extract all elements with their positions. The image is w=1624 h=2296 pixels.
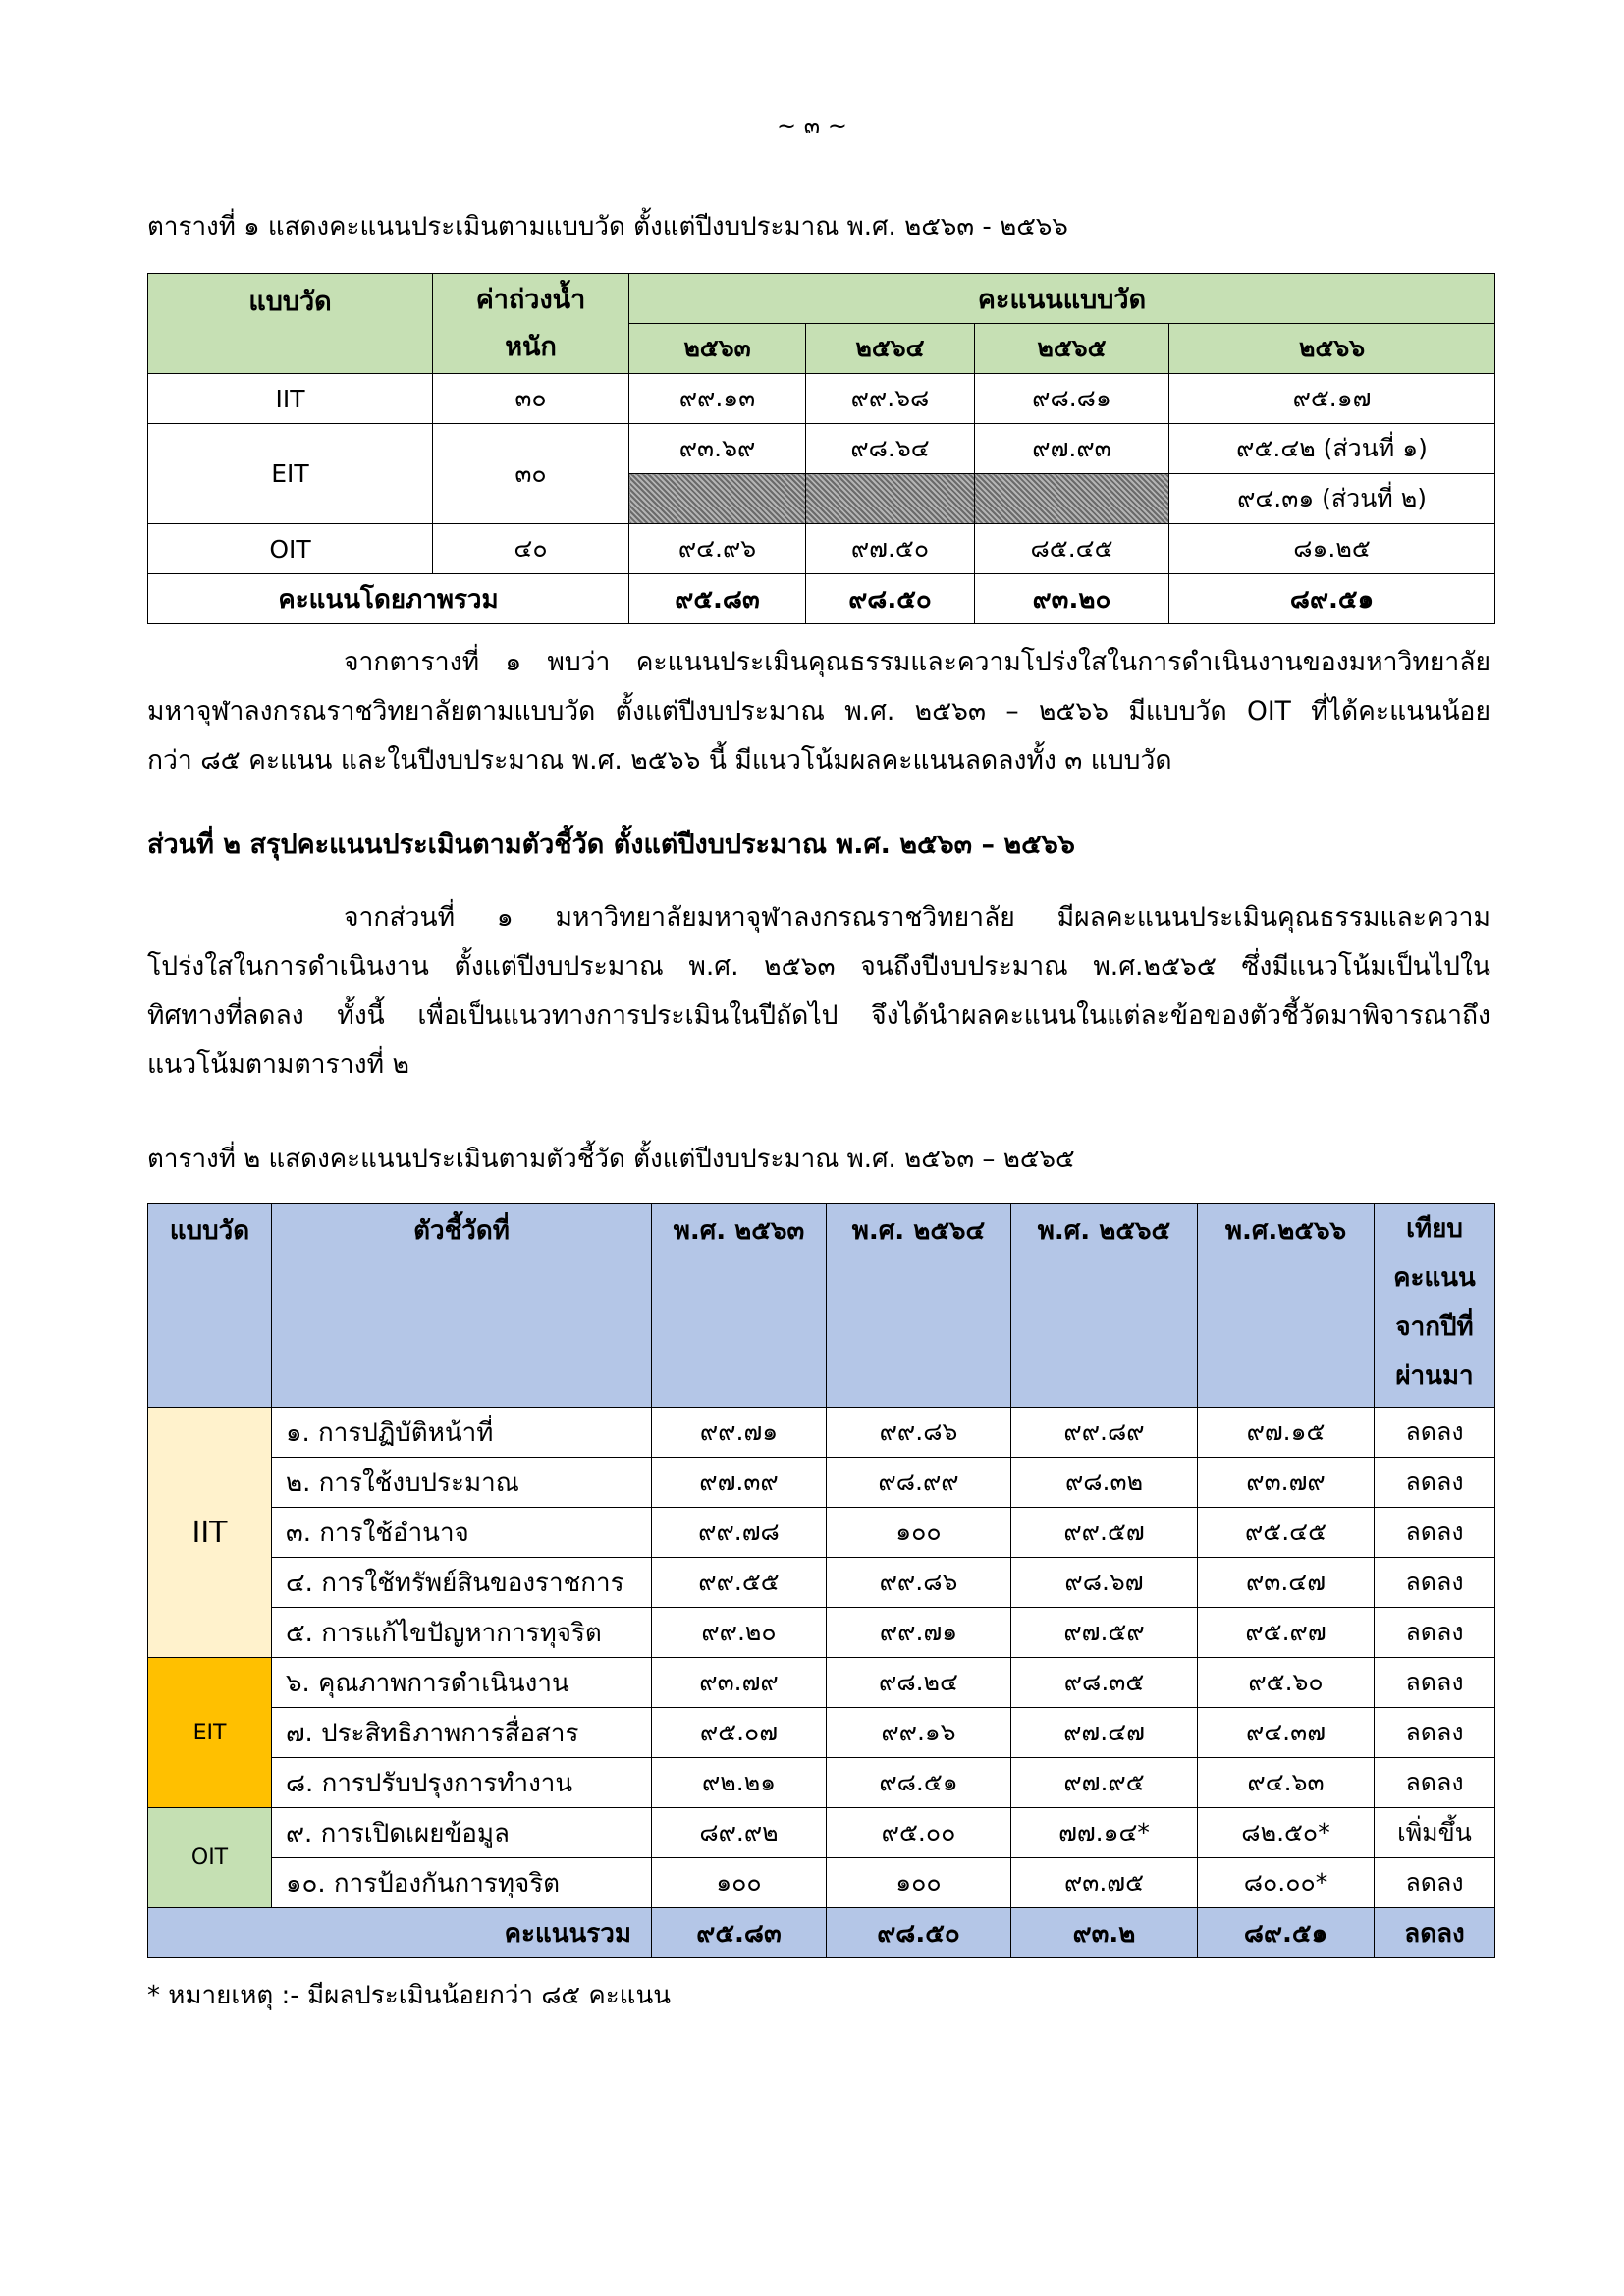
t2-indicator: ๓. การใช้อำนาจ — [272, 1508, 652, 1558]
t2-row — [148, 1508, 1495, 1558]
t2-value: ๑๐๐ — [652, 1858, 827, 1908]
t2-value: ๘๙.๙๒ — [652, 1808, 827, 1858]
t1-shaded-cell — [806, 474, 975, 524]
t2-trend: ลดลง — [1375, 1458, 1495, 1508]
t2-group-iit: IIT — [148, 1408, 272, 1658]
t2-value: ๙๙.๗๑ — [652, 1408, 827, 1458]
t2-row-total — [148, 1908, 1495, 1958]
paragraph-line: กว่า ๘๕ คะแนน และในปีงบประมาณ พ.ศ. ๒๕๖๖ นี้ มีแนวโน้มผลคะแนนลดลงทั้ง ๓ แบบวัด — [147, 745, 1172, 775]
t1-total-value: ๙๓.๒๐ — [975, 574, 1169, 624]
page-number: ~ ๓ ~ — [777, 112, 847, 139]
t1-value: ๙๘.๘๑ — [975, 374, 1169, 424]
t2-trend: ลดลง — [1375, 1508, 1495, 1558]
table1-measure-scores — [147, 273, 1495, 624]
paragraph-line: มหาจุฬาลงกรณราชวิทยาลัยตามแบบวัด ตั้งแต่ปีงบประมาณ พ.ศ. ๒๕๖๓ – ๒๕๖๖ มีแบบวัด OIT ที่ได้คะแนนน้อย — [147, 696, 1490, 726]
t2-row — [148, 1708, 1495, 1758]
t1-shaded-cell — [629, 474, 806, 524]
t2-trend: ลดลง — [1375, 1708, 1495, 1758]
t2-value: ๙๘.๕๑ — [827, 1758, 1011, 1808]
t2-value: ๙๙.๗๑ — [827, 1608, 1011, 1658]
paragraph-line: โปร่งใสในการดำเนินงาน ตั้งแต่ปีงบประมาณ พ.ศ. ๒๕๖๓ จนถึงปีงบประมาณ พ.ศ.๒๕๖๕ ซึ่งมีแนวโน้มเป็นไปใน — [147, 951, 1490, 982]
t1-value: ๙๕.๑๗ — [1169, 374, 1495, 424]
t2-indicator: ๑๐. การป้องกันการทุจริต — [272, 1858, 652, 1908]
t2-row — [148, 1608, 1495, 1658]
t2-value: ๙๕.๖๐ — [1198, 1658, 1375, 1708]
paragraph-line: ทิศทางที่ลดลง ทั้งนี้ เพื่อเป็นแนวทางการประเมินในปีถัดไป จึงได้นำผลคะแนนในแต่ละข้อของตัวชี้วัดมาพิจารณาถึง — [147, 1000, 1490, 1031]
t2-header-year: พ.ศ.๒๕๖๖ — [1198, 1204, 1375, 1408]
t2-value: ๙๘.๙๙ — [827, 1458, 1011, 1508]
t2-indicator: ๘. การปรับปรุงการทำงาน — [272, 1758, 652, 1808]
t2-group-eit: EIT — [148, 1658, 272, 1808]
t1-header-year: ๒๕๖๖ — [1169, 324, 1495, 374]
t2-value: ๙๕.๔๕ — [1198, 1508, 1375, 1558]
t2-value: ๙๙.๕๗ — [1011, 1508, 1198, 1558]
t1-value: ๙๕.๔๒ (ส่วนที่ ๑) — [1169, 424, 1495, 474]
t2-value: ๙๕.๐๐ — [827, 1808, 1011, 1858]
t1-weight: ๔๐ — [433, 524, 629, 574]
t2-indicator: ๕. การแก้ไขปัญหาการทุจริต — [272, 1608, 652, 1658]
t2-value: ๙๓.๔๗ — [1198, 1558, 1375, 1608]
t2-value: ๙๙.๘๙ — [1011, 1408, 1198, 1458]
section2-heading: ส่วนที่ ๒ สรุปคะแนนประเมินตามตัวชี้วัด ตั้งแต่ปีงบประมาณ พ.ศ. ๒๕๖๓ – ๒๕๖๖ — [147, 829, 1075, 860]
t2-value: ๙๙.๑๖ — [827, 1708, 1011, 1758]
t2-value: ๙๕.๐๗ — [652, 1708, 827, 1758]
t2-row — [148, 1808, 1495, 1858]
paragraph-line: แนวโน้มตามตารางที่ ๒ — [147, 1049, 409, 1080]
t2-total-value: ๙๓.๒ — [1011, 1908, 1198, 1958]
t1-total-value: ๙๘.๕๐ — [806, 574, 975, 624]
t2-total-value: ๙๘.๕๐ — [827, 1908, 1011, 1958]
t1-weight: ๓๐ — [433, 424, 629, 524]
t2-header-year: พ.ศ. ๒๕๖๓ — [652, 1204, 827, 1408]
t2-indicator: ๙. การเปิดเผยข้อมูล — [272, 1808, 652, 1858]
t1-value: ๙๔.๙๖ — [629, 524, 806, 574]
t2-row — [148, 1558, 1495, 1608]
t1-weight: ๓๐ — [433, 374, 629, 424]
t2-trend: เพิ่มขึ้น — [1375, 1808, 1495, 1858]
table2-indicator-scores — [147, 1203, 1495, 1958]
t1-value: ๙๙.๑๓ — [629, 374, 806, 424]
t2-row — [148, 1408, 1495, 1458]
t2-value: ๙๓.๗๙ — [1198, 1458, 1375, 1508]
table1-caption: ตารางที่ ๑ แสดงคะแนนประเมินตามแบบวัด ตั้งแต่ปีงบประมาณ พ.ศ. ๒๕๖๓ - ๒๕๖๖ — [147, 212, 1068, 241]
t2-value: ๙๘.๖๗ — [1011, 1558, 1198, 1608]
t1-total-value: ๙๕.๘๓ — [629, 574, 806, 624]
t1-measure: OIT — [148, 524, 433, 574]
t1-header-weight: ค่าถ่วงน้ำหนัก — [433, 274, 629, 374]
t1-header-measure: แบบวัด — [148, 274, 433, 374]
paragraph-line: จากตารางที่ ๑ พบว่า คะแนนประเมินคุณธรรมและความโปร่งใสในการดำเนินงานของมหาวิทยาลัย — [344, 647, 1490, 677]
table2-caption: ตารางที่ ๒ แสดงคะแนนประเมินตามตัวชี้วัด ตั้งแต่ปีงบประมาณ พ.ศ. ๒๕๖๓ – ๒๕๖๕ — [147, 1145, 1075, 1174]
t2-value: ๑๐๐ — [827, 1858, 1011, 1908]
t1-value: ๘๑.๒๕ — [1169, 524, 1495, 574]
t1-value: ๙๓.๖๙ — [629, 424, 806, 474]
t2-value: ๘๐.๐๐* — [1198, 1858, 1375, 1908]
t1-header-score-group: คะแนนแบบวัด — [629, 274, 1495, 324]
t2-header-compare: เทียบคะแนนจากปีที่ผ่านมา — [1375, 1204, 1495, 1408]
t1-value: ๙๔.๓๑ (ส่วนที่ ๒) — [1169, 474, 1495, 524]
footnote: * หมายเหตุ :- มีผลประเมินน้อยกว่า ๘๕ คะแนน — [147, 1981, 671, 2010]
t1-row-total — [148, 574, 1495, 624]
paragraph-2 — [147, 893, 1490, 1090]
t1-header-year: ๒๕๖๓ — [629, 324, 806, 374]
t2-value: ๙๙.๘๖ — [827, 1558, 1011, 1608]
t1-row-eit — [148, 424, 1495, 474]
t2-value: ๙๗.๑๕ — [1198, 1408, 1375, 1458]
t2-total-label: คะแนนรวม — [148, 1908, 652, 1958]
t2-indicator: ๖. คุณภาพการดำเนินงาน — [272, 1658, 652, 1708]
t2-value: ๙๗.๔๗ — [1011, 1708, 1198, 1758]
t2-row — [148, 1758, 1495, 1808]
t2-trend: ลดลง — [1375, 1408, 1495, 1458]
t2-value: ๙๕.๙๗ — [1198, 1608, 1375, 1658]
t2-value: ๙๓.๗๕ — [1011, 1858, 1198, 1908]
t2-value: ๙๓.๗๙ — [652, 1658, 827, 1708]
t1-shaded-cell — [975, 474, 1169, 524]
t2-value: ๙๙.๗๘ — [652, 1508, 827, 1558]
paragraph-line: จากส่วนที่ ๑ มหาวิทยาลัยมหาจุฬาลงกรณราชวิทยาลัย มีผลคะแนนประเมินคุณธรรมและความ — [344, 902, 1490, 933]
t2-total-value: ๙๕.๘๓ — [652, 1908, 827, 1958]
t1-value: ๙๙.๖๘ — [806, 374, 975, 424]
t2-indicator: ๒. การใช้งบประมาณ — [272, 1458, 652, 1508]
t2-trend: ลดลง — [1375, 1858, 1495, 1908]
t2-value: ๗๗.๑๔* — [1011, 1808, 1198, 1858]
t2-trend: ลดลง — [1375, 1608, 1495, 1658]
t2-value: ๙๘.๓๒ — [1011, 1458, 1198, 1508]
t2-header-year: พ.ศ. ๒๕๖๕ — [1011, 1204, 1198, 1408]
t1-header-year: ๒๕๖๕ — [975, 324, 1169, 374]
t2-indicator: ๔. การใช้ทรัพย์สินของราชการ — [272, 1558, 652, 1608]
t1-measure: EIT — [148, 424, 433, 524]
t2-value: ๙๔.๖๓ — [1198, 1758, 1375, 1808]
t1-value: ๙๘.๖๔ — [806, 424, 975, 474]
t1-value: ๘๕.๔๕ — [975, 524, 1169, 574]
t1-row-iit — [148, 374, 1495, 424]
t2-trend: ลดลง — [1375, 1558, 1495, 1608]
t2-value: ๙๒.๒๑ — [652, 1758, 827, 1808]
t2-trend: ลดลง — [1375, 1658, 1495, 1708]
t2-value: ๑๐๐ — [827, 1508, 1011, 1558]
t2-value: ๘๒.๕๐* — [1198, 1808, 1375, 1858]
t2-indicator: ๗. ประสิทธิภาพการสื่อสาร — [272, 1708, 652, 1758]
t1-header-year: ๒๕๖๔ — [806, 324, 975, 374]
t1-value: ๙๗.๕๐ — [806, 524, 975, 574]
t2-value: ๙๙.๒๐ — [652, 1608, 827, 1658]
t2-row — [148, 1658, 1495, 1708]
t2-total-trend: ลดลง — [1375, 1908, 1495, 1958]
t2-row — [148, 1458, 1495, 1508]
t1-total-label: คะแนนโดยภาพรวม — [148, 574, 629, 624]
t2-row — [148, 1858, 1495, 1908]
t2-indicator: ๑. การปฏิบัติหน้าที่ — [272, 1408, 652, 1458]
t1-measure: IIT — [148, 374, 433, 424]
t2-header-indicator: ตัวชี้วัดที่ — [272, 1204, 652, 1408]
t2-value: ๙๗.๓๙ — [652, 1458, 827, 1508]
t2-value: ๙๘.๓๕ — [1011, 1658, 1198, 1708]
t1-row-oit — [148, 524, 1495, 574]
t2-value: ๙๘.๒๔ — [827, 1658, 1011, 1708]
t2-total-value: ๘๙.๕๑ — [1198, 1908, 1375, 1958]
t2-value: ๙๙.๕๕ — [652, 1558, 827, 1608]
t2-value: ๙๔.๓๗ — [1198, 1708, 1375, 1758]
t1-total-value: ๘๙.๕๑ — [1169, 574, 1495, 624]
paragraph-1 — [147, 638, 1490, 785]
t2-value: ๙๗.๕๙ — [1011, 1608, 1198, 1658]
t2-header-year: พ.ศ. ๒๕๖๔ — [827, 1204, 1011, 1408]
t2-group-oit: OIT — [148, 1808, 272, 1908]
t2-header-measure: แบบวัด — [148, 1204, 272, 1408]
t2-trend: ลดลง — [1375, 1758, 1495, 1808]
t2-value: ๙๗.๙๕ — [1011, 1758, 1198, 1808]
t1-value: ๙๗.๙๓ — [975, 424, 1169, 474]
t2-value: ๙๙.๘๖ — [827, 1408, 1011, 1458]
